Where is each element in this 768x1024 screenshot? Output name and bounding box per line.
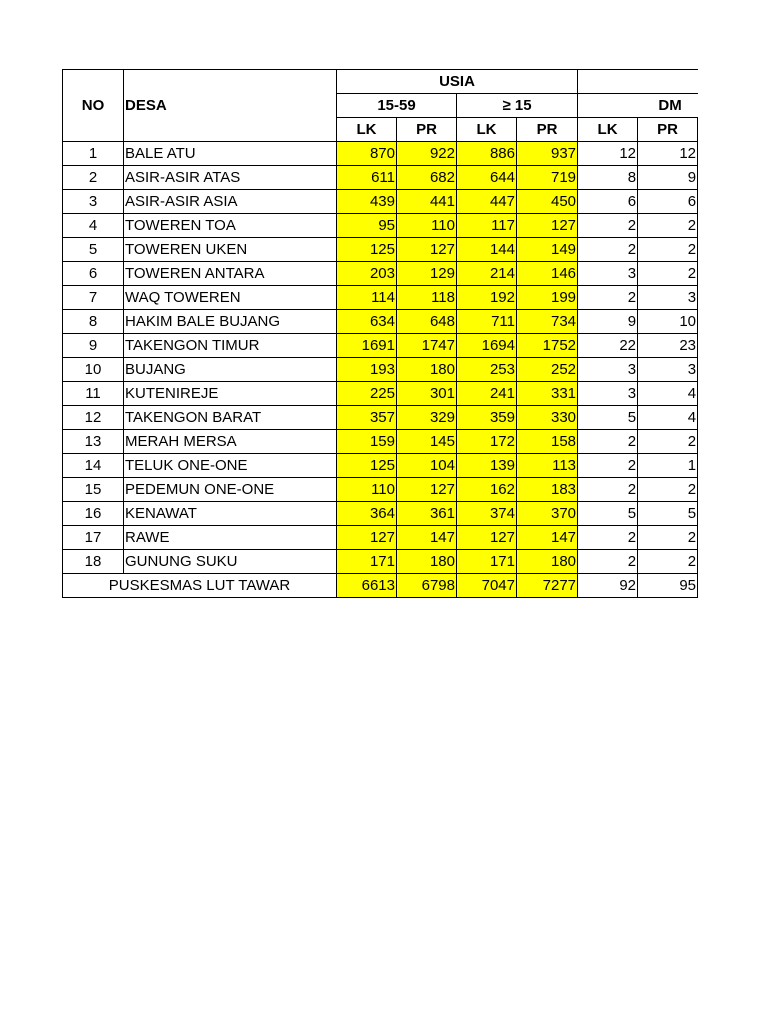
value-cell: 1747 [397, 334, 457, 358]
desa-cell: GUNUNG SUKU [124, 550, 337, 574]
value-cell: 12 [578, 142, 638, 166]
value-cell: 611 [337, 166, 397, 190]
table-row [63, 526, 699, 550]
value-cell: 3 [638, 358, 698, 382]
no-cell: 17 [63, 526, 124, 550]
no-cell: 9 [63, 334, 124, 358]
no-cell: 14 [63, 454, 124, 478]
value-cell: 2 [578, 526, 638, 550]
value-cell: 5 [578, 502, 638, 526]
value-cell: 719 [517, 166, 578, 190]
no-cell: 10 [63, 358, 124, 382]
no-cell: 16 [63, 502, 124, 526]
header-desa: DESA [124, 70, 337, 142]
value-cell: 1691 [337, 334, 397, 358]
value-cell: 192 [457, 286, 517, 310]
value-cell: 129 [397, 262, 457, 286]
table-row [63, 262, 699, 286]
total-row [63, 574, 699, 598]
value-cell: 146 [517, 262, 578, 286]
value-cell: 144 [457, 238, 517, 262]
value-cell: 214 [457, 262, 517, 286]
header-lk: LK [337, 118, 397, 142]
value-cell: 6 [638, 190, 698, 214]
value-cell: 2 [638, 550, 698, 574]
value-cell: 2 [578, 430, 638, 454]
value-cell: 922 [397, 142, 457, 166]
value-cell: 145 [397, 430, 457, 454]
value-cell: 3 [638, 286, 698, 310]
value-cell: 5 [578, 406, 638, 430]
value-cell: 127 [337, 526, 397, 550]
table-row [63, 238, 699, 262]
header-pr: PR [638, 118, 698, 142]
desa-cell: TOWEREN ANTARA [124, 262, 337, 286]
table-row [63, 454, 699, 478]
total-cell: 7047 [457, 574, 517, 598]
no-cell: 11 [63, 382, 124, 406]
value-cell: 172 [457, 430, 517, 454]
table-row [63, 550, 699, 574]
header-dm: DM [578, 94, 698, 118]
value-cell: 3 [578, 382, 638, 406]
total-cell: 7277 [517, 574, 578, 598]
no-cell: 4 [63, 214, 124, 238]
table-row [63, 406, 699, 430]
value-cell: 2 [578, 454, 638, 478]
value-cell: 2 [578, 286, 638, 310]
value-cell: 253 [457, 358, 517, 382]
table-row [63, 142, 699, 166]
value-cell: 447 [457, 190, 517, 214]
value-cell: 23 [638, 334, 698, 358]
value-cell: 110 [337, 478, 397, 502]
value-cell: 8 [578, 166, 638, 190]
value-cell: 2 [578, 238, 638, 262]
value-cell: 6 [578, 190, 638, 214]
value-cell: 147 [517, 526, 578, 550]
value-cell: 180 [397, 550, 457, 574]
value-cell: 870 [337, 142, 397, 166]
value-cell: 711 [457, 310, 517, 334]
value-cell: 1694 [457, 334, 517, 358]
total-cell: 95 [638, 574, 698, 598]
value-cell: 359 [457, 406, 517, 430]
desa-cell: TOWEREN UKEN [124, 238, 337, 262]
table-row [63, 286, 699, 310]
value-cell: 682 [397, 166, 457, 190]
value-cell: 2 [638, 526, 698, 550]
desa-cell: TOWEREN TOA [124, 214, 337, 238]
desa-cell: MERAH MERSA [124, 430, 337, 454]
value-cell: 450 [517, 190, 578, 214]
desa-cell: KUTENIREJE [124, 382, 337, 406]
desa-cell: ASIR-ASIR ASIA [124, 190, 337, 214]
value-cell: 2 [638, 478, 698, 502]
value-cell: 241 [457, 382, 517, 406]
no-cell: 2 [63, 166, 124, 190]
value-cell: 364 [337, 502, 397, 526]
no-cell: 6 [63, 262, 124, 286]
value-cell: 937 [517, 142, 578, 166]
value-cell: 225 [337, 382, 397, 406]
value-cell: 1752 [517, 334, 578, 358]
no-cell: 1 [63, 142, 124, 166]
value-cell: 127 [517, 214, 578, 238]
table-row [63, 382, 699, 406]
value-cell: 159 [337, 430, 397, 454]
value-cell: 370 [517, 502, 578, 526]
table-row [63, 430, 699, 454]
value-cell: 117 [457, 214, 517, 238]
no-cell: 5 [63, 238, 124, 262]
desa-cell: PEDEMUN ONE-ONE [124, 478, 337, 502]
table-row [63, 190, 699, 214]
table-row [63, 334, 699, 358]
no-cell: 13 [63, 430, 124, 454]
no-cell: 18 [63, 550, 124, 574]
header-row-1 [63, 70, 699, 94]
table-row [63, 502, 699, 526]
value-cell: 4 [638, 382, 698, 406]
desa-cell: TAKENGON TIMUR [124, 334, 337, 358]
value-cell: 125 [337, 238, 397, 262]
value-cell: 3 [578, 262, 638, 286]
desa-cell: BUJANG [124, 358, 337, 382]
value-cell: 22 [578, 334, 638, 358]
value-cell: 171 [457, 550, 517, 574]
total-cell: 6798 [397, 574, 457, 598]
value-cell: 301 [397, 382, 457, 406]
value-cell: 118 [397, 286, 457, 310]
value-cell: 127 [397, 238, 457, 262]
total-cell: 92 [578, 574, 638, 598]
value-cell: 113 [517, 454, 578, 478]
header-lk: LK [457, 118, 517, 142]
value-cell: 634 [337, 310, 397, 334]
header-lk: LK [578, 118, 638, 142]
header-no: NO [63, 70, 124, 142]
value-cell: 114 [337, 286, 397, 310]
value-cell: 127 [457, 526, 517, 550]
value-cell: 9 [638, 166, 698, 190]
desa-cell: KENAWAT [124, 502, 337, 526]
value-cell: 2 [638, 262, 698, 286]
value-cell: 9 [578, 310, 638, 334]
desa-cell: TAKENGON BARAT [124, 406, 337, 430]
value-cell: 357 [337, 406, 397, 430]
value-cell: 330 [517, 406, 578, 430]
value-cell: 252 [517, 358, 578, 382]
total-cell: 6613 [337, 574, 397, 598]
header-pr: PR [397, 118, 457, 142]
value-cell: 158 [517, 430, 578, 454]
no-cell: 7 [63, 286, 124, 310]
value-cell: 644 [457, 166, 517, 190]
value-cell: 104 [397, 454, 457, 478]
value-cell: 886 [457, 142, 517, 166]
value-cell: 147 [397, 526, 457, 550]
value-cell: 199 [517, 286, 578, 310]
value-cell: 441 [397, 190, 457, 214]
value-cell: 329 [397, 406, 457, 430]
value-cell: 127 [397, 478, 457, 502]
value-cell: 95 [337, 214, 397, 238]
value-cell: 648 [397, 310, 457, 334]
desa-cell: ASIR-ASIR ATAS [124, 166, 337, 190]
value-cell: 331 [517, 382, 578, 406]
value-cell: 439 [337, 190, 397, 214]
value-cell: 734 [517, 310, 578, 334]
desa-cell: HAKIM BALE BUJANG [124, 310, 337, 334]
no-cell: 12 [63, 406, 124, 430]
total-label: PUSKESMAS LUT TAWAR [63, 574, 337, 598]
no-cell: 15 [63, 478, 124, 502]
desa-cell: RAWE [124, 526, 337, 550]
table-row [63, 478, 699, 502]
value-cell: 1 [638, 454, 698, 478]
value-cell: 125 [337, 454, 397, 478]
value-cell: 2 [638, 430, 698, 454]
value-cell: 5 [638, 502, 698, 526]
table-body [63, 142, 699, 574]
data-table [62, 69, 698, 598]
header-age-15-59: 15-59 [337, 94, 457, 118]
value-cell: 4 [638, 406, 698, 430]
header-blank [578, 70, 698, 94]
header-age-ge-15: ≥ 15 [457, 94, 578, 118]
value-cell: 139 [457, 454, 517, 478]
value-cell: 110 [397, 214, 457, 238]
value-cell: 2 [578, 214, 638, 238]
value-cell: 180 [397, 358, 457, 382]
value-cell: 2 [578, 478, 638, 502]
spreadsheet-viewport [62, 69, 698, 598]
value-cell: 193 [337, 358, 397, 382]
header-pr: PR [517, 118, 578, 142]
value-cell: 180 [517, 550, 578, 574]
value-cell: 12 [638, 142, 698, 166]
value-cell: 3 [578, 358, 638, 382]
value-cell: 374 [457, 502, 517, 526]
desa-cell: WAQ TOWEREN [124, 286, 337, 310]
header-usia: USIA [337, 70, 578, 94]
value-cell: 2 [638, 214, 698, 238]
value-cell: 361 [397, 502, 457, 526]
value-cell: 203 [337, 262, 397, 286]
value-cell: 171 [337, 550, 397, 574]
value-cell: 10 [638, 310, 698, 334]
value-cell: 149 [517, 238, 578, 262]
value-cell: 162 [457, 478, 517, 502]
value-cell: 183 [517, 478, 578, 502]
no-cell: 8 [63, 310, 124, 334]
desa-cell: TELUK ONE-ONE [124, 454, 337, 478]
table-row [63, 358, 699, 382]
desa-cell: BALE ATU [124, 142, 337, 166]
table-row [63, 310, 699, 334]
value-cell: 2 [578, 550, 638, 574]
table-row [63, 214, 699, 238]
table-row [63, 166, 699, 190]
no-cell: 3 [63, 190, 124, 214]
value-cell: 2 [638, 238, 698, 262]
